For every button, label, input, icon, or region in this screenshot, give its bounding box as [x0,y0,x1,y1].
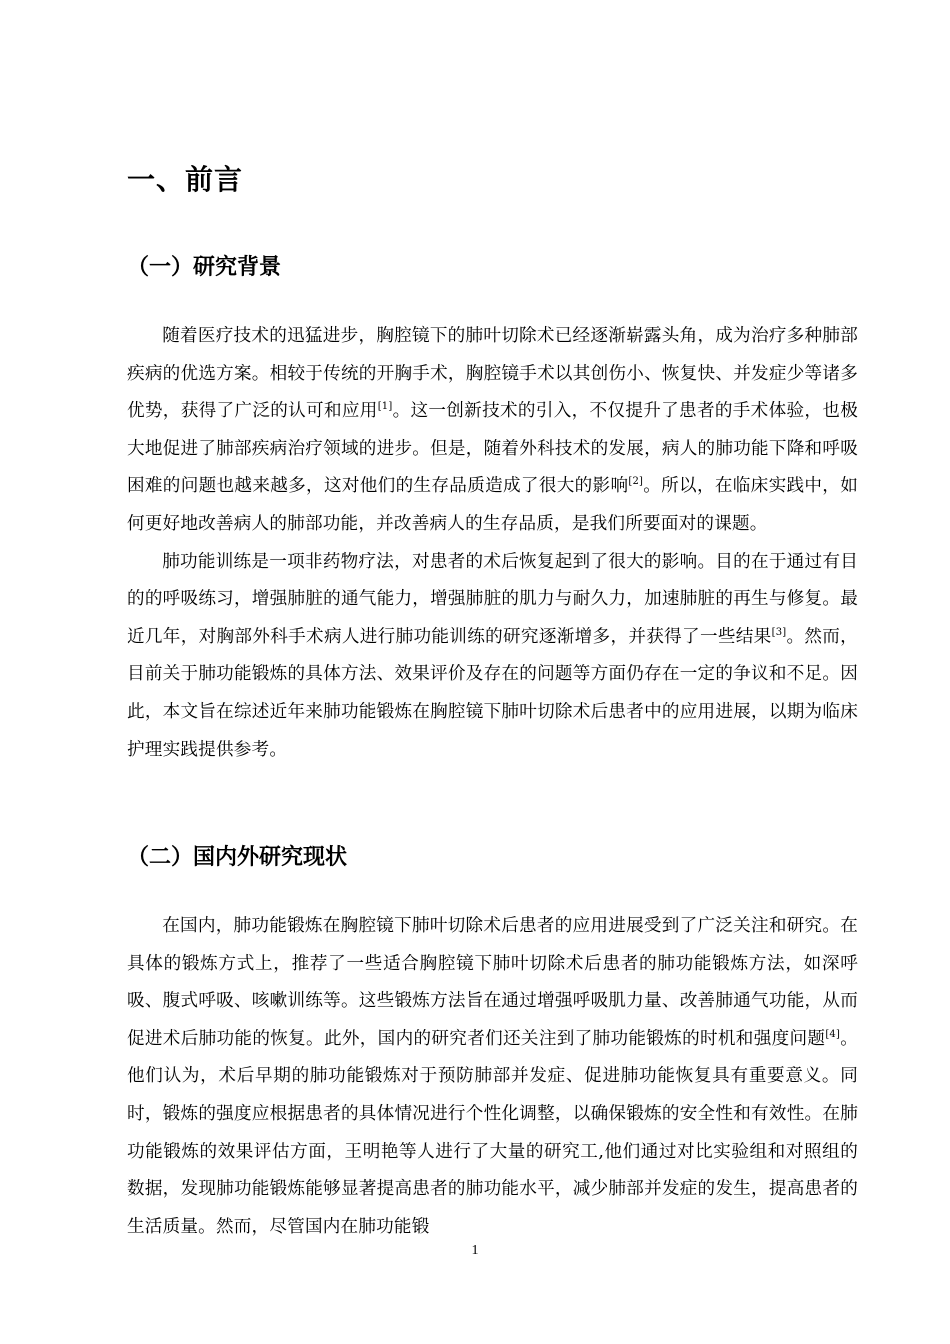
paragraph [127,544,858,770]
section-title-research-status: （二）国内外研究现状 [127,845,348,870]
paragraph [127,318,858,544]
paragraph-text: 。这一创新技术的引入，不仅提升了患者的手术体验，也极大地促进了肺部疾病治疗领域的进步。但是，随着外科技术的发展，病人的肺功能下降和呼吸困难的问题也越来越多，这对他们的生存品质造成了很大的影响 [127,401,858,497]
paragraph-text: 。所以，在临床实践中，如何更好地改善病人的肺部功能，并改善病人的生存品质，是我们所要面对的课题。 [127,476,858,534]
paragraph-text: 随着医疗技术的迅猛进步，胸腔镜下的肺叶切除术已经逐渐崭露头角，成为治疗多种肺部疾病的优选方案。相较于传统的开胸手术，胸腔镜手术以其创伤小、恢复快、并发症少等诸多优势，获得了广泛的认可和应用 [127,326,858,422]
chapter-title: 一、前言 [127,163,244,196]
section-title-background: （一）研究背景 [127,255,282,280]
citation-ref: [3] [771,626,787,638]
citation-ref: [2] [628,476,644,488]
paragraph [127,908,858,1246]
citation-ref: [4] [825,1028,841,1040]
page-number: 1 [471,1243,479,1258]
citation-ref: [1] [377,401,393,413]
paragraph-text: 。然而，目前关于肺功能锻炼的具体方法、效果评价及存在的问题等方面仍存在一定的争议和不足。因此，本文旨在综述近年来肺功能锻炼在胸腔镜下肺叶切除术后患者中的应用进展，以期为临床护理实践提供参考。 [127,626,858,760]
section-body-research-status [127,908,858,1246]
paragraph-text: 肺功能训练是一项非药物疗法，对患者的术后恢复起到了很大的影响。目的在于通过有目的的呼吸练习，增强肺脏的通气能力，增强肺脏的肌力与耐久力，加速肺脏的再生与修复。最近几年，对胸部外科手术病人进行肺功能训练的研究逐渐增多，并获得了一些结果 [127,551,858,647]
paragraph-text: 。他们认为，术后早期的肺功能锻炼对于预防肺部并发症、促进肺功能恢复具有重要意义。同时，锻炼的强度应根据患者的具体情况进行个性化调整，以确保锻炼的安全性和有效性。在肺功能锻炼的效果评估方面，王明艳等人进行了大量的研究工,他们通过对比实验组和对照组的数据，发现肺功能锻炼能够显著提高患者的肺功能水平，减少肺部并发症的发生，提高患者的生活质量。然而，尽管国内在肺功能锻 [127,1028,858,1237]
paragraph-text: 在国内，肺功能锻炼在胸腔镜下肺叶切除术后患者的应用进展受到了广泛关注和研究。在具体的锻炼方式上，推荐了一些适合胸腔镜下肺叶切除术后患者的肺功能锻炼方法，如深呼吸、腹式呼吸、咳嗽训练等。这些锻炼方法旨在通过增强呼吸肌力量、改善肺通气功能，从而促进术后肺功能的恢复。此外，国内的研究者们还关注到了肺功能锻炼的时机和强度问题 [127,916,858,1049]
section-body-background [127,318,858,769]
